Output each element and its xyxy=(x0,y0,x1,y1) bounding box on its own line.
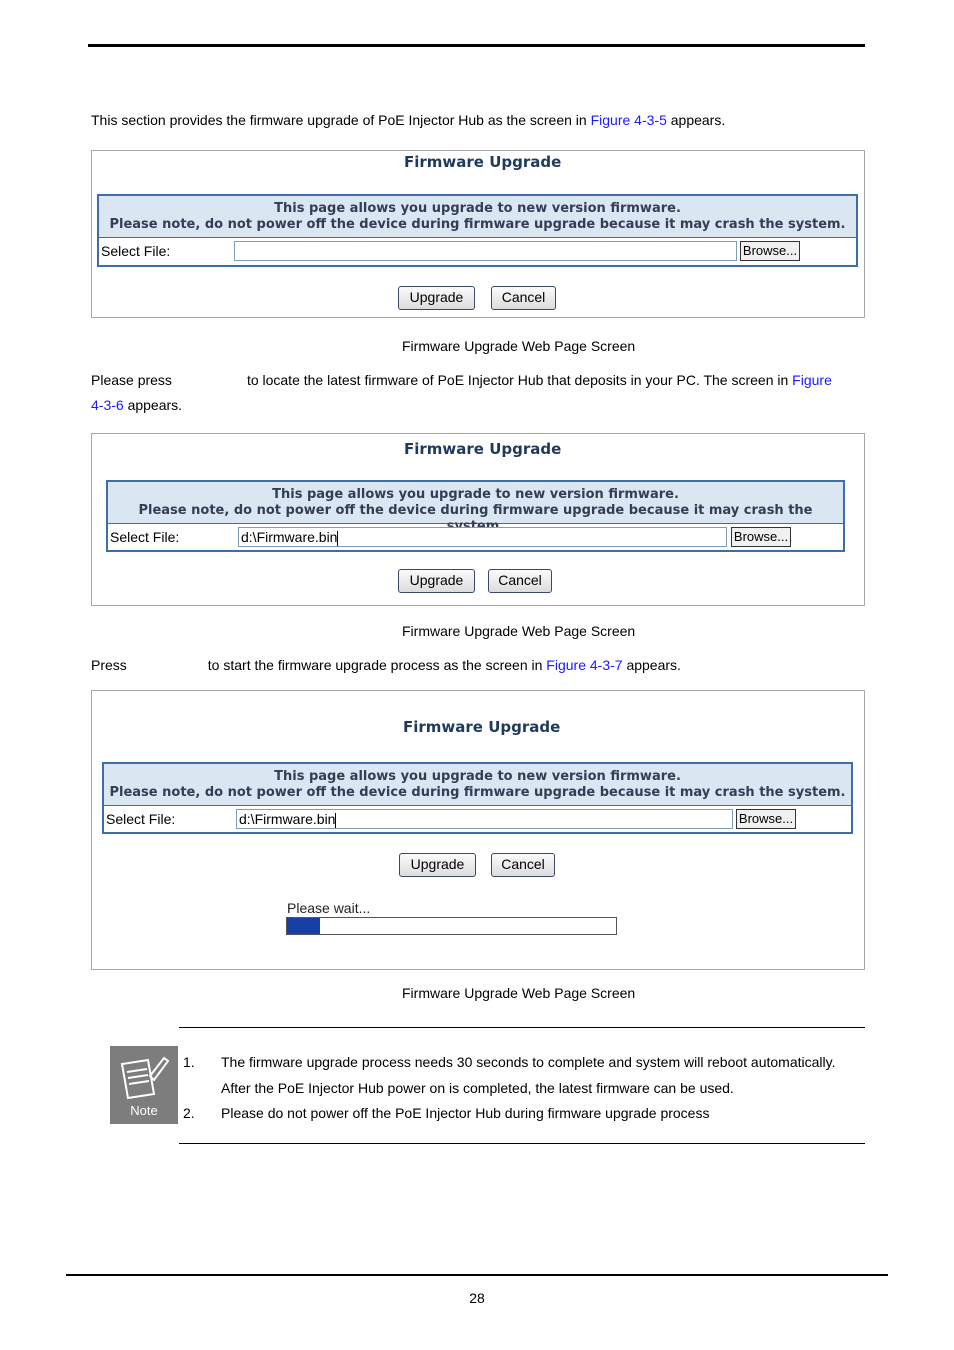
paragraph-2-line-2 xyxy=(91,393,182,418)
upgrade-progress-bar xyxy=(286,917,617,935)
file-path-input[interactable] xyxy=(236,809,733,829)
para2-start: Please press xyxy=(91,372,172,388)
note-item-1-line-2: After the PoE Injector Hub power on is completed, the latest firmware can be used. xyxy=(221,1080,734,1096)
select-file-label: Select File: xyxy=(110,529,180,545)
screenshot-firmware-upgrade-2 xyxy=(91,433,865,606)
file-path-value: d:\Firmware.bin xyxy=(239,811,336,827)
note-icon-label: Note xyxy=(130,1103,158,1118)
browse-button[interactable]: Browse... xyxy=(740,241,800,261)
para3-start: Press xyxy=(91,657,127,673)
para2-tail: appears. xyxy=(123,397,183,413)
firmware-title: Firmware Upgrade xyxy=(403,718,561,736)
intro-paragraph xyxy=(91,108,725,133)
note-item-2-text: Please do not power off the PoE Injector Hub during firmware upgrade process xyxy=(221,1105,710,1121)
page-number: 28 xyxy=(469,1290,485,1306)
paragraph-3 xyxy=(91,653,681,678)
screenshot-firmware-upgrade-3 xyxy=(91,690,865,970)
note-icon xyxy=(110,1046,178,1124)
select-file-row xyxy=(99,238,856,265)
info-line-1: This page allows you upgrade to new version firmware. xyxy=(272,487,679,502)
firmware-table xyxy=(106,480,845,552)
figure-link-4-3-7[interactable]: Figure 4-3-7 xyxy=(546,657,623,673)
intro-text: This section provides the firmware upgrade of PoE Injector Hub as the screen in xyxy=(91,112,591,128)
footer-rule xyxy=(66,1274,888,1276)
figure-link-4-3-6-part2[interactable]: 4-3-6 xyxy=(91,397,124,413)
para3-middle: to start the firmware upgrade process as the screen in xyxy=(207,657,547,673)
text-cursor xyxy=(335,813,336,828)
browse-button[interactable]: Browse... xyxy=(736,809,796,829)
browse-button[interactable]: Browse... xyxy=(731,527,791,547)
text-cursor xyxy=(337,531,338,546)
note-item-2-number: 2. xyxy=(183,1105,195,1121)
note-item-1-number: 1. xyxy=(183,1054,195,1070)
cancel-button[interactable]: Cancel xyxy=(491,853,555,877)
progress-fill xyxy=(287,918,320,934)
pencil-paper-icon xyxy=(110,1046,178,1106)
info-line-2: Please note, do not power off the device during firmware upgrade because it may crash the system. xyxy=(109,785,846,800)
cancel-button[interactable]: Cancel xyxy=(491,286,556,310)
note-item-1-line-1: The firmware upgrade process needs 30 seconds to complete and system will reboot automatically. xyxy=(221,1054,836,1070)
firmware-info xyxy=(99,196,856,238)
upgrade-button[interactable]: Upgrade xyxy=(399,853,476,877)
file-path-input[interactable] xyxy=(234,241,737,261)
info-line-2: Please note, do not power off the device during firmware upgrade because it may crash the system. xyxy=(109,217,846,232)
caption-figure-2: Firmware Upgrade Web Page Screen xyxy=(402,623,636,639)
intro-tail: appears. xyxy=(666,112,726,128)
note-bottom-rule xyxy=(179,1143,865,1144)
select-file-row xyxy=(104,806,851,833)
caption-figure-1: Firmware Upgrade Web Page Screen xyxy=(402,338,636,354)
firmware-table xyxy=(97,194,858,267)
firmware-title: Firmware Upgrade xyxy=(404,153,562,171)
file-path-value: d:\Firmware.bin xyxy=(241,529,338,545)
firmware-info xyxy=(108,482,843,524)
info-line-2: Please note, do not power off the device during firmware upgrade because it may crash the xyxy=(138,503,813,518)
upgrade-button[interactable]: Upgrade xyxy=(398,286,475,310)
firmware-info xyxy=(104,764,851,806)
header-rule xyxy=(88,44,865,47)
caption-figure-3: Firmware Upgrade Web Page Screen xyxy=(402,985,636,1001)
note-top-rule xyxy=(179,1027,865,1028)
para3-tail: appears. xyxy=(622,657,681,673)
cancel-button[interactable]: Cancel xyxy=(488,569,552,593)
file-path-input[interactable] xyxy=(238,527,727,547)
firmware-title: Firmware Upgrade xyxy=(404,440,562,458)
screenshot-firmware-upgrade-1 xyxy=(91,150,865,318)
info-line-1: This page allows you upgrade to new version firmware. xyxy=(274,201,681,216)
select-file-row xyxy=(108,524,843,551)
select-file-label: Select File: xyxy=(106,811,176,827)
figure-link-4-3-5[interactable]: Figure 4-3-5 xyxy=(590,112,667,128)
select-file-label: Select File: xyxy=(101,243,171,259)
please-wait-label: Please wait... xyxy=(287,900,371,916)
para2-middle: to locate the latest firmware of PoE Injector Hub that deposits in your PC. The screen in xyxy=(246,372,793,388)
figure-link-4-3-6-part1[interactable]: Figure xyxy=(792,372,832,388)
firmware-table xyxy=(102,762,853,834)
paragraph-2-line-1 xyxy=(91,368,832,393)
info-line-1: This page allows you upgrade to new version firmware. xyxy=(274,769,681,784)
upgrade-button[interactable]: Upgrade xyxy=(398,569,475,593)
